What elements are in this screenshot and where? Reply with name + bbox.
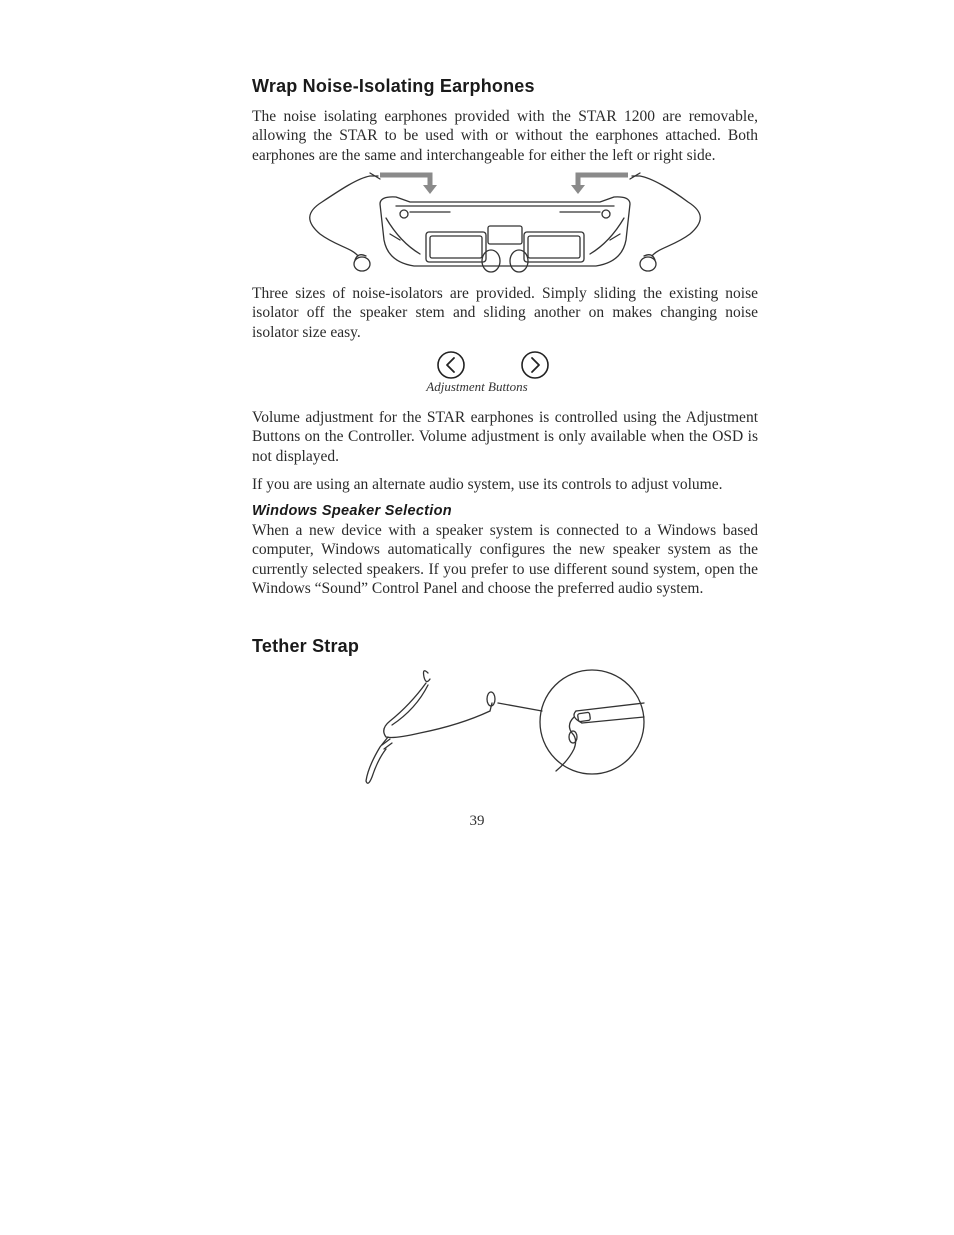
tether-cord (366, 671, 495, 784)
subsection-heading-windows-speaker (252, 503, 758, 519)
section-heading-tether-strap (252, 636, 758, 657)
section-title: Wrap Noise-Isolating Earphones (252, 76, 535, 96)
attach-arrow-left-icon (380, 175, 437, 194)
left-earphone (310, 173, 380, 271)
section-heading-earphones (252, 76, 758, 97)
paragraph-noise-isolators: Three sizes of noise-isolators are provided. Simply sliding the existing noise isolator off the speaker stem and sliding another on makes changing noise isolator size easy. (252, 285, 758, 341)
paragraph-alternate-audio: If you are using an alternate audio system, use its controls to adjust volume. (252, 476, 723, 493)
page-number: 39 (469, 813, 485, 829)
headset-body (380, 197, 630, 272)
adjustment-buttons-figure (436, 350, 552, 380)
subsection-title: Windows Speaker Selection (252, 503, 452, 519)
headset-earphones-illustration (300, 170, 710, 275)
paragraph-windows-speaker: When a new device with a speaker system is connected to a Windows based computer, Windows automatically configures the new speaker system as the currently selected speakers. If you prefer to use different sound system, open the Windows “Sound” Control Panel and choose the preferred audio system. (252, 522, 758, 597)
tether-detail-inset (498, 670, 644, 774)
right-earphone (630, 173, 700, 271)
section-title: Tether Strap (252, 636, 360, 656)
adjust-left-button (438, 352, 464, 378)
paragraph-earphones-intro: The noise isolating earphones provided with the STAR 1200 are removable, allowing the STAR to be used with or without the earphones attached. Both earphones are the same and interchangeable for either the left or right side. (252, 108, 758, 164)
paragraph-volume-adjustment: Volume adjustment for the STAR earphones is controlled using the Adjustment Buttons on the Controller. Volume adjustment is only available when the OSD is not displayed. (252, 409, 758, 465)
attach-arrow-right-icon (571, 175, 628, 194)
adjust-right-button (522, 352, 548, 378)
tether-strap-illustration (360, 665, 650, 790)
adjustment-buttons-caption: Adjustment Buttons (426, 379, 528, 394)
